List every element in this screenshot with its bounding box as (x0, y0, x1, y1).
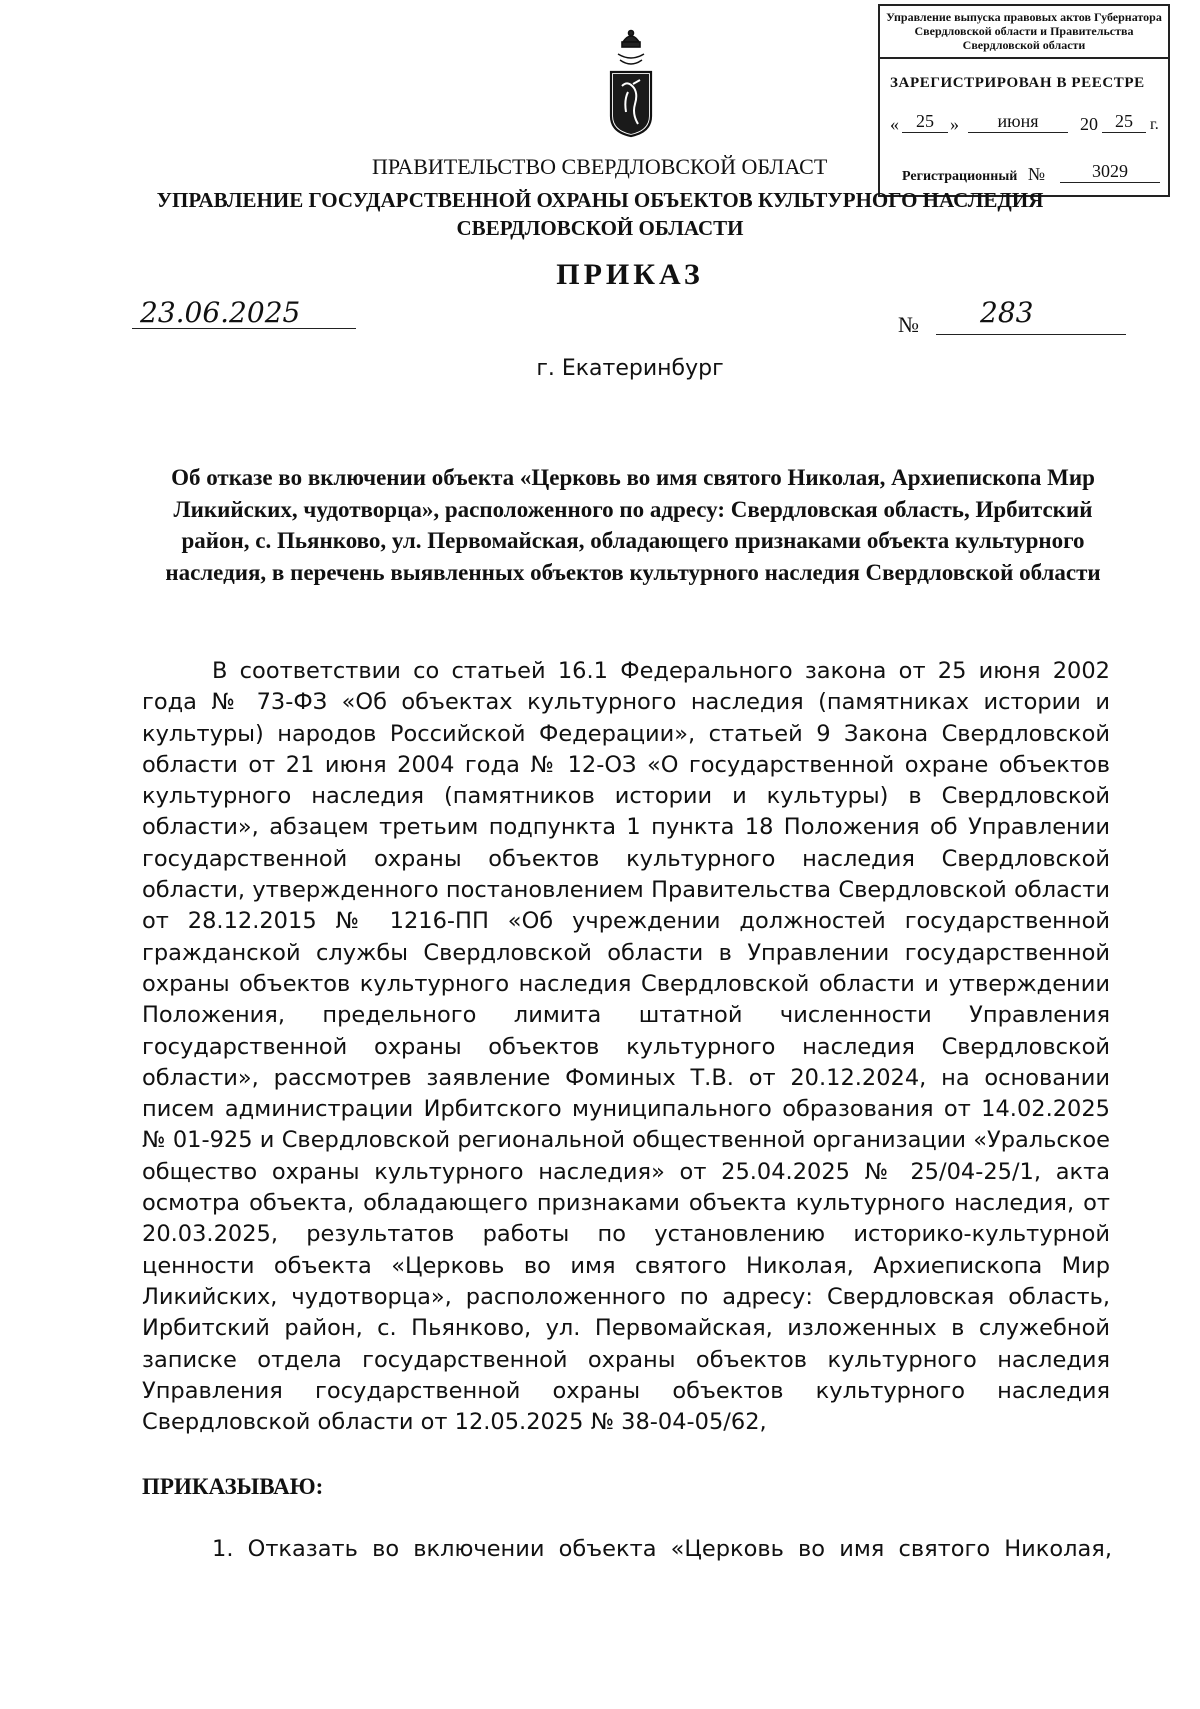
department-heading: УПРАВЛЕНИЕ ГОСУДАРСТВЕННОЙ ОХРАНЫ ОБЪЕКТОВ КУЛЬТУРНОГО НАСЛЕДИЯ (156, 188, 1044, 212)
number-sign: № (898, 312, 919, 337)
government-heading: ПРАВИТЕЛЬСТВО СВЕРДЛОВСКОЙ ОБЛАСТ (372, 154, 828, 179)
registration-stamp (878, 4, 1170, 197)
stamp-regno-sign: № (1027, 164, 1046, 184)
region-heading: СВЕРДЛОВСКОЙ ОБЛАСТИ (456, 216, 744, 240)
stamp-year-unit: г. (1150, 116, 1159, 133)
stamp-month: июня (968, 110, 1068, 133)
order-date: 23.06.2025 (140, 296, 301, 329)
order-body: В соответствии со статьей 16.1 Федерального закона от 25 июня 2002 года № 73-ФЗ «Об объектах культурного наследия (памятниках истории и культуры) народов Российской Федерации», статьей 9 Закона Свердловской области от 21 июня 2004 года № 12-ОЗ «О государственной охране объектов культурного наследия (памятников истории и культуры) в Свердловской области», абзацем третьим подпункта 1 пункта 18 Положения об Управлении государственной охраны объектов культурного наследия Свердловской области, утвержденного постановлением Правительства Свердловской области от 28.12.2015 № 1216-ПП «Об учреждении должностей государственной гражданской службы Свердловской области в Управлении государственной охраны объектов культурного наследия Свердловской области и утверждении Положения, предельного лимита штатной численности Управления государственной охраны объектов культурного наследия Свердловской области», рассмотрев заявление Фоминых Т.В. от 20.12.2024, на основании писем администрации Ирбитского муниципального образования от 14.02.2025 № 01-925 и Свердловской региональной общественной организации «Уральское общество охраны культурного наследия» от 25.04.2025 № 25/04-25/1, акта осмотра объекта, обладающего признаками объекта культурного наследия, от 20.03.2025, результатов работы по установлению историко-культурной ценности объекта «Церковь во имя святого Николая, Архиепископа Мир Ликийских, чудотворца», расположенного по адресу: Свердловская область, Ирбитский район, с. Пьянково, ул. Первомайская, изложенных в служебной записке отдела государственной охраны объектов культурного наследия Управления государственной охраны объектов культурного наследия Свердловской области от 12.05.2025 № 38-04-05/62, (142, 658, 1110, 1436)
stamp-date-row: « 25 » июня 20 25 г. (890, 111, 1159, 134)
city: г. Екатеринбург (536, 356, 724, 381)
stamp-registered: ЗАРЕГИСТРИРОВАН В РЕЕСТРЕ (890, 75, 1145, 91)
stamp-regno-row (902, 161, 1162, 185)
stamp-org: Управление выпуска правовых актов Губернатора Свердловской области и Правительства Свердловской области (880, 6, 1168, 59)
order-word: ПРИКАЗЫВАЮ: (142, 1474, 324, 1499)
coat-of-arms-icon (608, 28, 654, 138)
doc-type: ПРИКАЗ (556, 258, 704, 291)
stamp-year: 25 (1102, 110, 1146, 133)
stamp-year-prefix: 20 (1080, 114, 1098, 134)
stamp-day: 25 (902, 110, 948, 133)
order-item-1: 1. Отказать во включении объекта «Церковь во имя святого Николая, (212, 1536, 1112, 1562)
order-title: Об отказе во включении объекта «Церковь во имя святого Николая, Архиепископа Мир Ликийских, чудотворца», расположенного по адресу: Свердловская область, Ирбитский район, с. Пьянково, ул. Первомайская, обладающего признаками объекта культурного наследия, в перечень выявленных объектов культурного наследия Свердловской области (165, 465, 1101, 585)
order-number: 283 (980, 296, 1034, 329)
number-line (936, 334, 1126, 335)
stamp-regno: 3029 (1060, 160, 1160, 183)
stamp-regno-label: Регистрационный (902, 169, 1018, 184)
